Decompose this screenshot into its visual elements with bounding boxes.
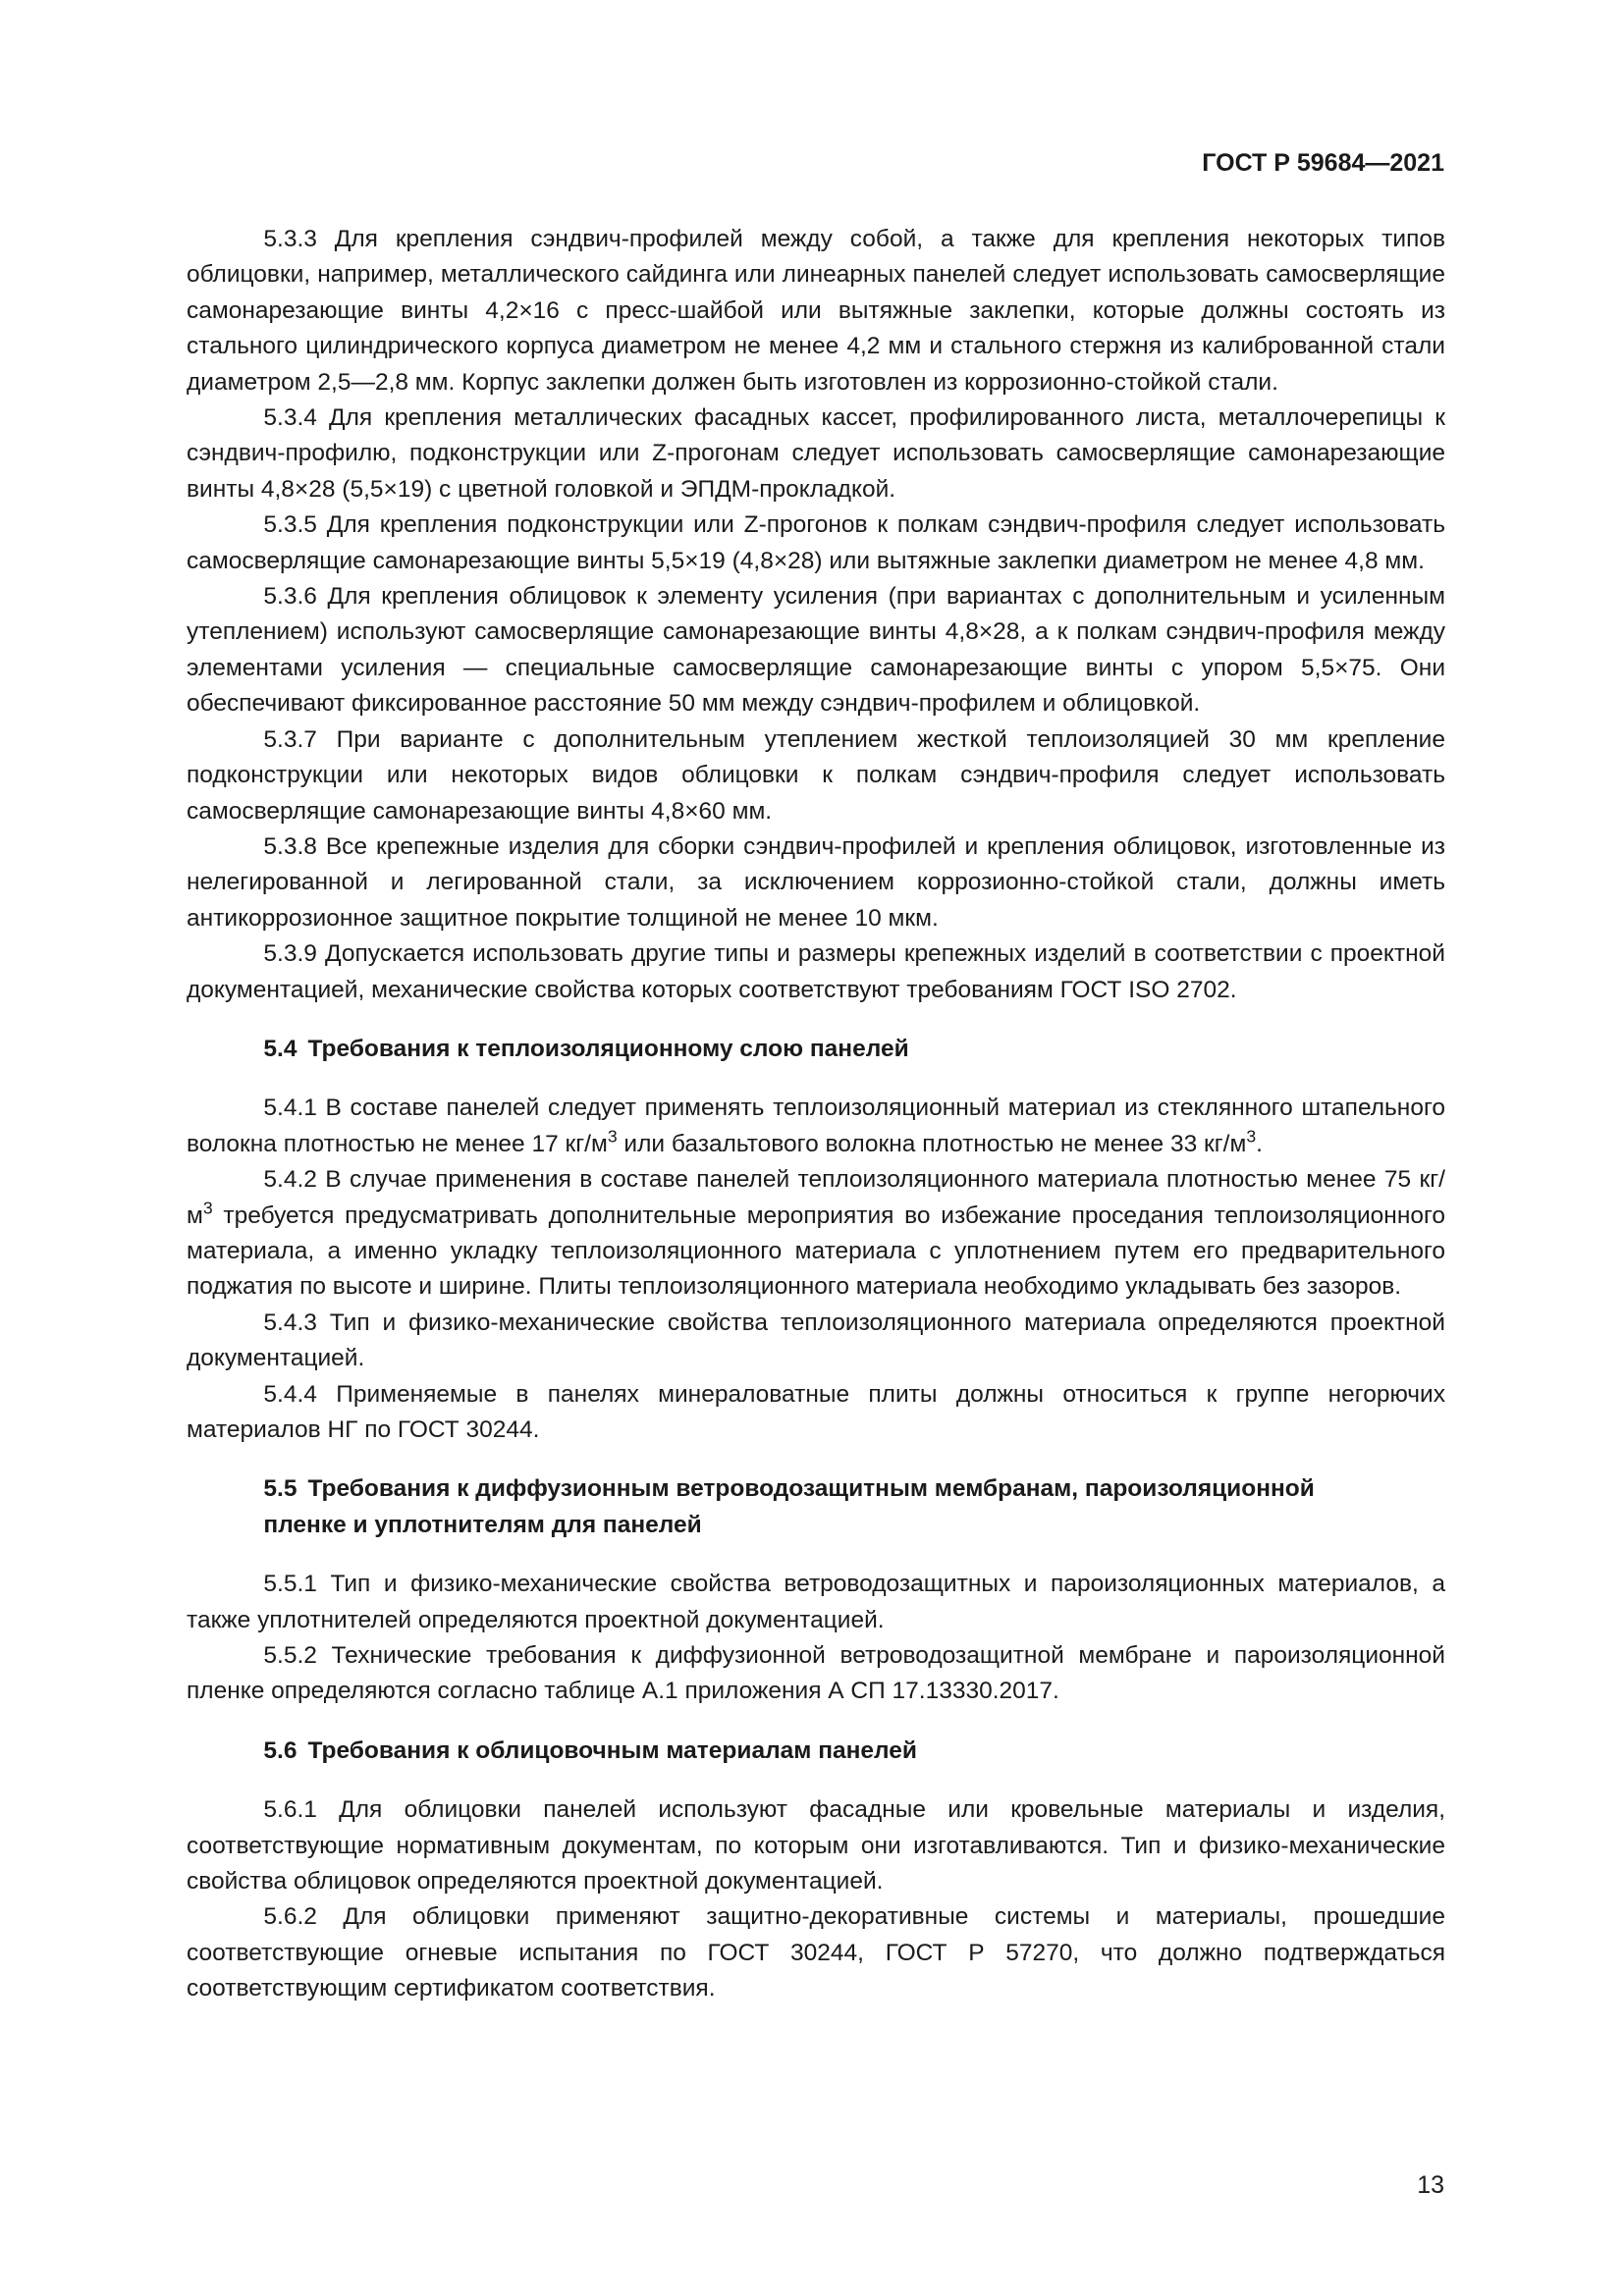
paragraph-5-3-8: 5.3.8 Все крепежные изделия для сборки сэндвич-профилей и крепления облицовок, изготовленные из нелегированной и легированной стали, за исключением коррозионно-стойкой стали, должны иметь антикоррозионное защитное покрытие толщиной не менее 10 мкм. <box>187 832 1445 932</box>
section-title: Требования к теплоизоляционному слою панелей <box>307 1035 909 1062</box>
paragraph-5-4-1: 5.4.1 В составе панелей следует применять теплоизоляционный материал из стеклянного штапельного волокна плотностью не менее 17 $кг/м^3$ или базальтового волокна плотностью не менее 33 $кг/м^3$. <box>187 1095 1445 1157</box>
paragraph-5-3-5: 5.3.5 Для крепления подконструкции или Z-прогонов к полкам сэндвич-профиля следует использовать самосверлящие самонарезающие винты 5,5×19 (4,8×28) или вытяжные заклепки диаметром не менее 4,8 мм. <box>187 511 1445 574</box>
section-title: Требования к диффузионным ветроводозащитным мембранам, пароизоляционной <box>307 1475 1315 1503</box>
paragraph-5-4-3: 5.4.3 Тип и физико-механические свойства теплоизоляционного материала определяются проектной документацией. <box>187 1308 1445 1372</box>
paragraph-5-4-4: 5.4.4 Применяемые в панелях минераловатные плиты должны относиться к группе негорючих материалов НГ по ГОСТ 30244. <box>187 1380 1445 1443</box>
paragraph-5-5-1: 5.5.1 Тип и физико-механические свойства ветроводозащитных и пароизоляционных материалов, а также уплотнителей определяются проектной документацией. <box>187 1571 1445 1633</box>
section-heading-5-4 <box>187 1032 1445 1067</box>
paragraph-5-3-4: 5.3.4 Для крепления металлических фасадных кассет, профилированного листа, металлочерепицы к сэндвич-профилю, подконструкции или Z-прогонам следует использовать самосверлящие самонарезающие винты 4,8×28 (5,5×19) с цветной головкой и ЭПДМ-прокладкой. <box>187 404 1445 503</box>
section-title: Требования к облицовочным материалам панелей <box>307 1736 917 1764</box>
page-number: 13 <box>1417 2171 1444 2199</box>
paragraph-5-3-3: 5.3.3 Для крепления сэндвич-профилей между собой, а также для крепления некоторых типов облицовки, например, металлического сайдинга или линеарных панелей следует использовать самосверлящие самонарезающие винты 4,2×16 с пресс-шайбой или вытяжные заклепки, которые должны состоять из стального цилиндрического корпуса диаметром не менее 4,2 мм и стального стержня из калиброванной стали диаметром 2,5—2,8 мм. Корпус заклепки должен быть изготовлен из коррозионно-стойкой стали. <box>187 226 1445 396</box>
section-heading-5-5 <box>187 1471 1445 1543</box>
paragraph-5-4-2: 5.4.2 В случае применения в составе панелей теплоизоляционного материала плотностью менее 75 $кг/м^3$ требуется предусматривать дополнительные мероприятия во избежание проседания теплоизоляционного материала, а именно укладку теплоизоляционного материала с уплотнением путем его предварительного поджатия по высоте и ширине. Плиты теплоизоляционного материала необходимо укладывать без зазоров. <box>187 1166 1445 1301</box>
paragraph-5-3-6: 5.3.6 Для крепления облицовок к элементу усиления (при вариантах с дополнительным и усиленным утеплением) используют самосверлящие самонарезающие винты 4,8×28, а к полкам сэндвич-профиля между элементами усиления — специальные самосверлящие самонарезающие винты с упором 5,5×75. Они обеспечивают фиксированное расстояние 50 мм между сэндвич-профилем и облицовкой. <box>187 583 1445 718</box>
paragraph-5-6-2: 5.6.2 Для облицовки применяют защитно-декоративные системы и материалы, прошедшие соответствующие огневые испытания по ГОСТ 30244, ГОСТ Р 57270, что должно подтверждаться соответствующим сертификатом соответствия. <box>187 1903 1445 2002</box>
paragraph-5-3-7: 5.3.7 При варианте с дополнительным утеплением жесткой теплоизоляцией 30 мм крепление подконструкции или некоторых видов облицовки к полкам сэндвич-профиля следует использовать самосверлящие самонарезающие винты 4,8×60 мм. <box>187 725 1445 825</box>
paragraph-5-5-2: 5.5.2 Технические требования к диффузионной ветроводозащитной мембране и пароизоляционной пленке определяются согласно таблице А.1 приложения А СП 17.13330.2017. <box>187 1642 1445 1705</box>
section-heading-5-6 <box>187 1734 1445 1769</box>
document-header: ГОСТ Р 59684—2021 <box>1202 149 1444 177</box>
paragraph-5-3-9: 5.3.9 Допускается использовать другие типы и размеры крепежных изделий в соответствии с проектной документацией, механические свойства которых соответствуют требованиям ГОСТ ISO 2702. <box>187 940 1445 1003</box>
section-title-continued: пленке и уплотнителям для панелей <box>263 1511 702 1538</box>
document-body <box>187 222 1445 2007</box>
paragraph-5-6-1: 5.6.1 Для облицовки панелей используют фасадные или кровельные материалы и изделия, соответствующие нормативным документам, по которым они изготавливаются. Тип и физико-механические свойства облицовок определяются проектной документацией. <box>187 1796 1445 1896</box>
section-number: 5.5 <box>263 1475 298 1503</box>
section-number: 5.6 <box>263 1736 298 1764</box>
section-number: 5.4 <box>263 1035 298 1062</box>
